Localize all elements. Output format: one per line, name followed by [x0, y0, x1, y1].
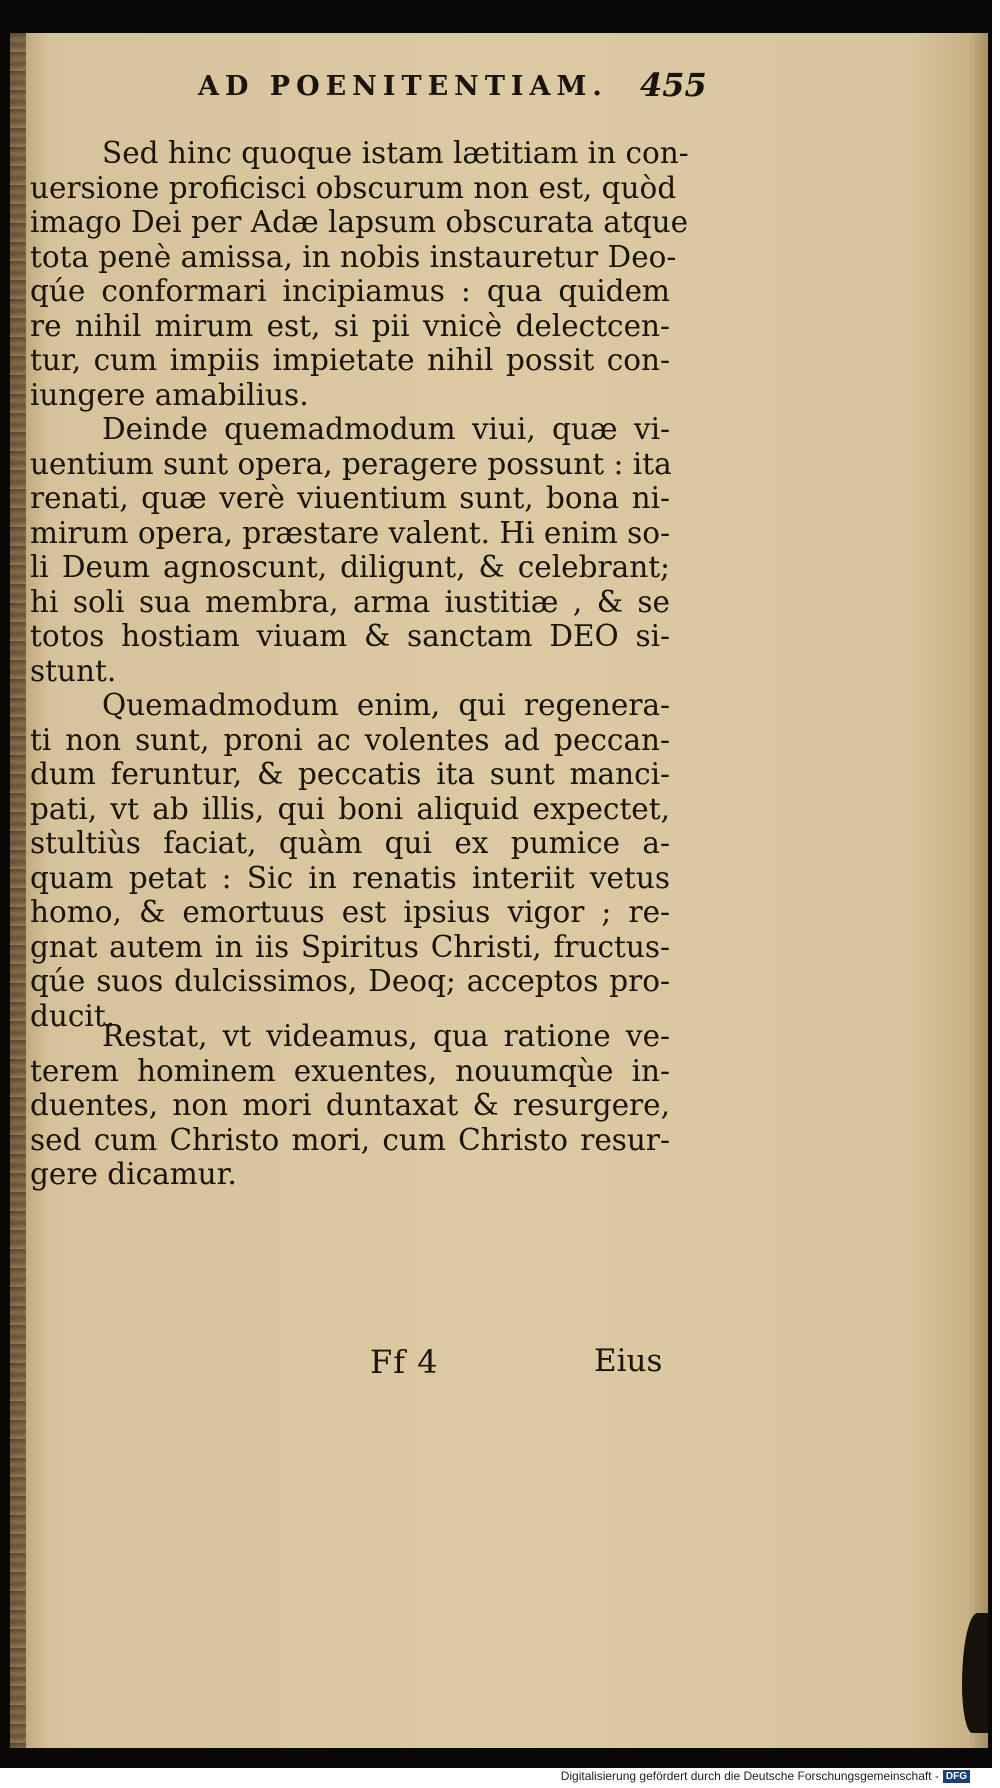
- text-line: ducit.: [30, 998, 116, 1033]
- text-line: li Deum agnoscunt, diligunt, & celebrant;: [30, 550, 670, 584]
- text-line: tota penè amissa, in nobis instauretur Deo-: [30, 239, 677, 274]
- text-line: quam petat : Sic in renatis interiit vetus: [30, 860, 670, 895]
- text-line: qúe suos dulcissimos, Deoq; acceptos pro-: [30, 964, 670, 998]
- text-line: homo, & emortuus est ipsius vigor ; re-: [30, 895, 670, 929]
- text-line: Restat, vt videamus, qua ratione ve-: [102, 1019, 670, 1053]
- text-line: tur, cum impiis impietate nihil possit con-: [30, 343, 670, 377]
- digitization-credit: [561, 1769, 970, 1783]
- text-line: pati, vt ab illis, qui boni aliquid expectet,: [30, 791, 670, 826]
- text-line: terem hominem exuentes, nouumqùe in-: [30, 1053, 670, 1088]
- text-line: uersione proficisci obscurum non est, quòd: [30, 170, 677, 205]
- text-line: stultiùs faciat, quàm qui ex pumice a-: [30, 826, 670, 860]
- text-line: Deinde quemadmodum viui, quæ vi-: [102, 412, 670, 446]
- text-line: re nihil mirum est, si pii vnicè delectcen-: [30, 308, 670, 343]
- text-line: imago Dei per Adæ lapsum obscurata atque: [30, 205, 689, 239]
- text-line: uentium sunt opera, peragere possunt : ita: [30, 446, 672, 481]
- text-line: iungere amabilius.: [30, 377, 309, 412]
- text-line: dum feruntur, & peccatis ita sunt manci-: [30, 757, 670, 791]
- text-line: totos hostiam viuam & sanctam DEO si-: [30, 619, 670, 653]
- text-line: ti non sunt, proni ac volentes ad peccan-: [30, 722, 670, 757]
- text-line: gnat autem in iis Spiritus Christi, fructus-: [30, 929, 670, 964]
- page-number: 455: [640, 66, 707, 104]
- text-line: gere dicamur.: [30, 1157, 237, 1191]
- text-line: Quemadmodum enim, qui regenera-: [102, 688, 670, 722]
- book-page: [10, 33, 988, 1748]
- text-line: duentes, non mori duntaxat & resurgere,: [30, 1088, 670, 1122]
- catchword: Eius: [594, 1343, 663, 1379]
- text-line: renati, quæ verè viuentium sunt, bona ni-: [30, 481, 670, 515]
- page-text: [10, 33, 988, 1748]
- running-head: AD POENITENTIAM.: [198, 71, 608, 102]
- dfg-logo: DFG: [943, 1770, 970, 1783]
- text-line: Sed hinc quoque istam lætitiam in con-: [102, 136, 689, 170]
- text-line: qúe conformari incipiamus : qua quidem: [30, 274, 670, 308]
- text-line: mirum opera, præstare valent. Hi enim so-: [30, 515, 671, 550]
- text-line: hi soli sua membra, arma iustitiæ , & se: [30, 584, 670, 619]
- credit-text: Digitalisierung gefördert durch die Deutsche Forschungsgemeinschaft -: [560, 1769, 939, 1783]
- text-line: stunt.: [30, 653, 117, 688]
- signature-mark: Ff 4: [370, 1343, 439, 1381]
- text-line: sed cum Christo mori, cum Christo resur-: [30, 1122, 670, 1157]
